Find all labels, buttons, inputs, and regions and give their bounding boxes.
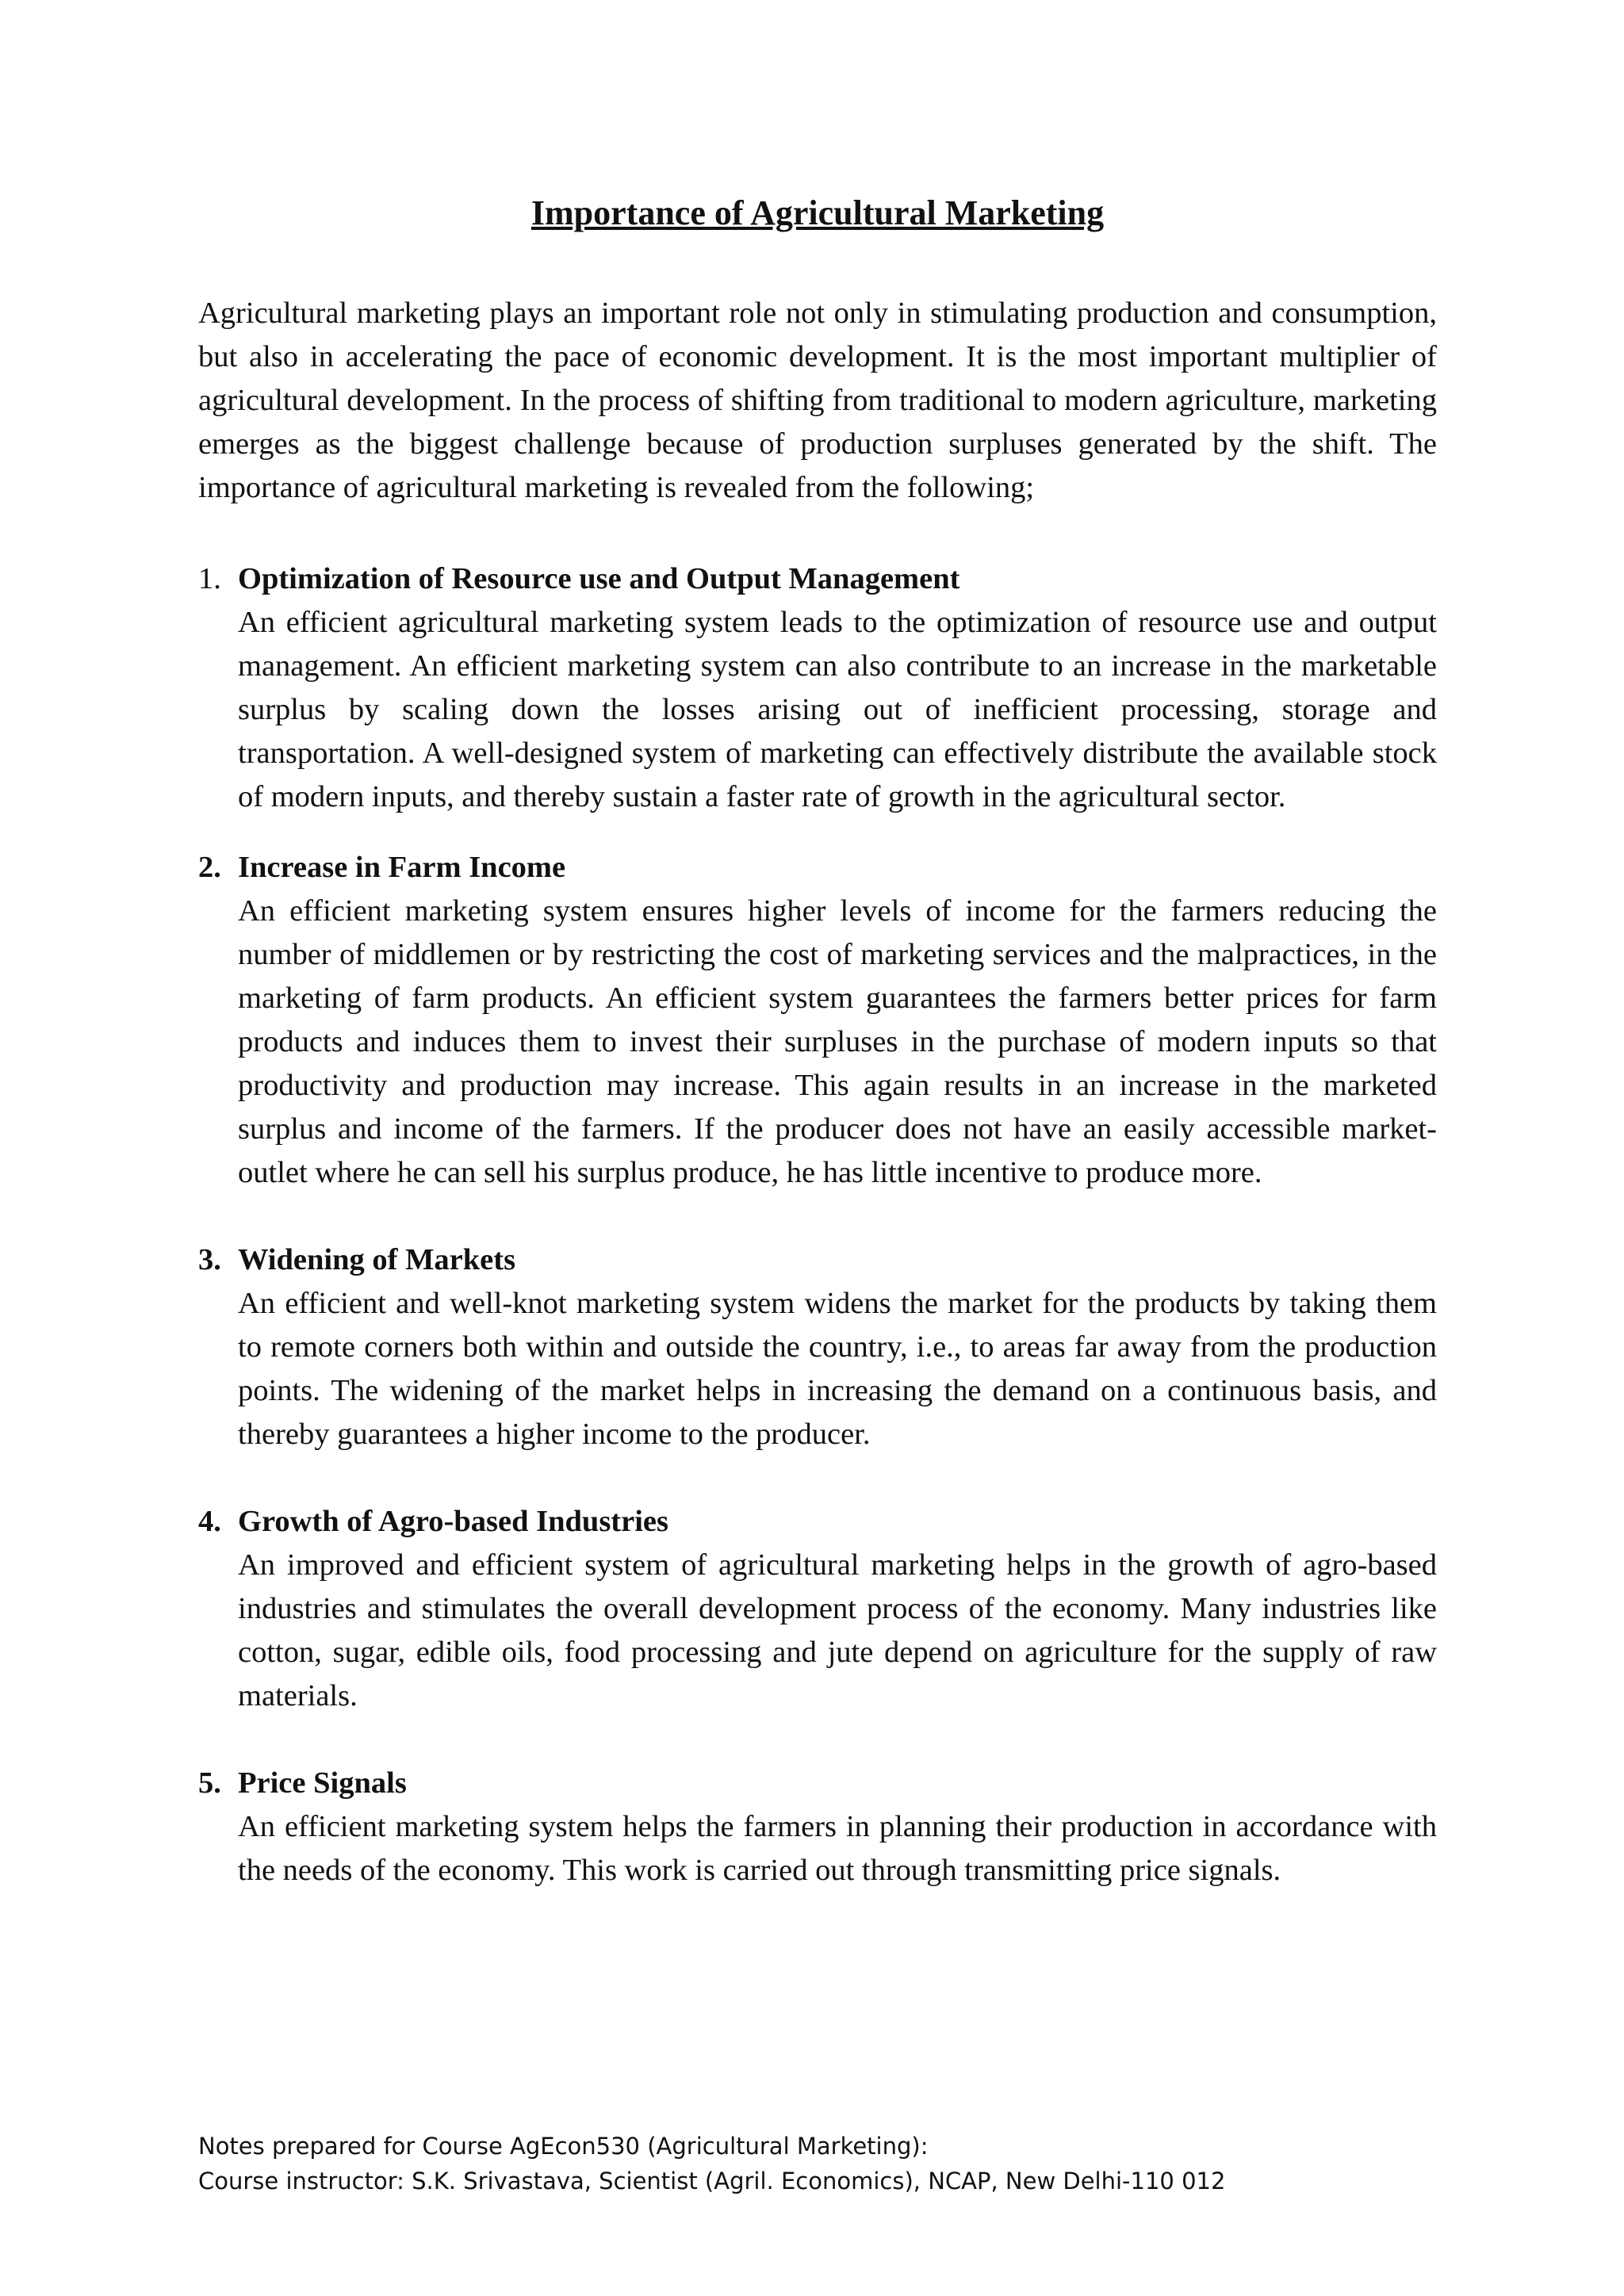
section-heading: Increase in Farm Income — [238, 851, 566, 884]
section-item — [198, 1762, 1437, 1892]
footer-line-instructor: Course instructor: S.K. Srivastava, Scientist (Agril. Economics), NCAP, New Delhi-110 012 — [198, 2168, 1226, 2195]
section-body: An efficient marketing system helps the farmers in planning their production in accordance with the needs of the economy. This work is carried out through transmitting price signals. — [238, 1810, 1437, 1887]
section-heading: Growth of Agro-based Industries — [238, 1505, 668, 1538]
section-item — [198, 846, 1437, 1195]
section-item — [198, 557, 1437, 819]
section-heading: Widening of Markets — [238, 1243, 516, 1276]
section-body: An efficient agricultural marketing system leads to the optimization of resource use and output management. An efficient marketing system can also contribute to an increase in the marketable surplus by scaling down the losses arising out of inefficient processing, storage and transportation. A well-designed system of marketing can effectively distribute the available stock of modern inputs, and thereby sustain a faster rate of growth in the agricultural sector. — [238, 606, 1437, 813]
section-heading: Optimization of Resource use and Output Management — [238, 562, 960, 595]
section-number: 5. — [198, 1766, 221, 1800]
page-title: Importance of Agricultural Marketing — [530, 193, 1105, 232]
section-item — [198, 1500, 1437, 1718]
footer-line-course: Notes prepared for Course AgEcon530 (Agricultural Marketing): — [198, 2133, 929, 2160]
document-page — [198, 190, 1437, 1892]
section-body: An efficient and well-knot marketing system widens the market for the products by taking them to remote corners both within and outside the country, i.e., to areas far away from the production points. The widening of the market helps in increasing the demand on a continuous basis, and thereby guarantees a higher income to the producer. — [238, 1287, 1437, 1451]
section-body: An efficient marketing system ensures higher levels of income for the farmers reducing the number of middlemen or by restricting the cost of marketing services and the malpractices, in the marketing of farm products. An efficient system guarantees the farmers better prices for farm products and induces them to invest their surpluses in the purchase of modern inputs so that productivity and production may increase. This again results in an increase in the marketed surplus and income of the farmers. If the producer does not have an easily accessible market-outlet where he can sell his surplus produce, he has little incentive to produce more. — [238, 894, 1437, 1189]
section-list — [198, 557, 1437, 1892]
section-body: An improved and efficient system of agricultural marketing helps in the growth of agro-based industries and stimulates the overall development process of the economy. Many industries like cotton, sugar, edible oils, food processing and jute depend on agriculture for the supply of raw materials. — [238, 1548, 1437, 1712]
section-number: 3. — [198, 1243, 221, 1276]
section-item — [198, 1238, 1437, 1456]
section-number: 2. — [198, 851, 221, 884]
section-number: 1. — [198, 562, 221, 595]
page-footer — [198, 2129, 1467, 2198]
section-heading: Price Signals — [238, 1766, 407, 1800]
intro-paragraph: Agricultural marketing plays an important role not only in stimulating production and consumption, but also in accelerating the pace of economic development. It is the most important multiplier of agricultural development. In the process of shifting from traditional to modern agriculture, marketing emerges as the biggest challenge because of production surpluses generated by the shift. The importance of agricultural marketing is revealed from the following; — [198, 297, 1437, 504]
section-number: 4. — [198, 1505, 221, 1538]
